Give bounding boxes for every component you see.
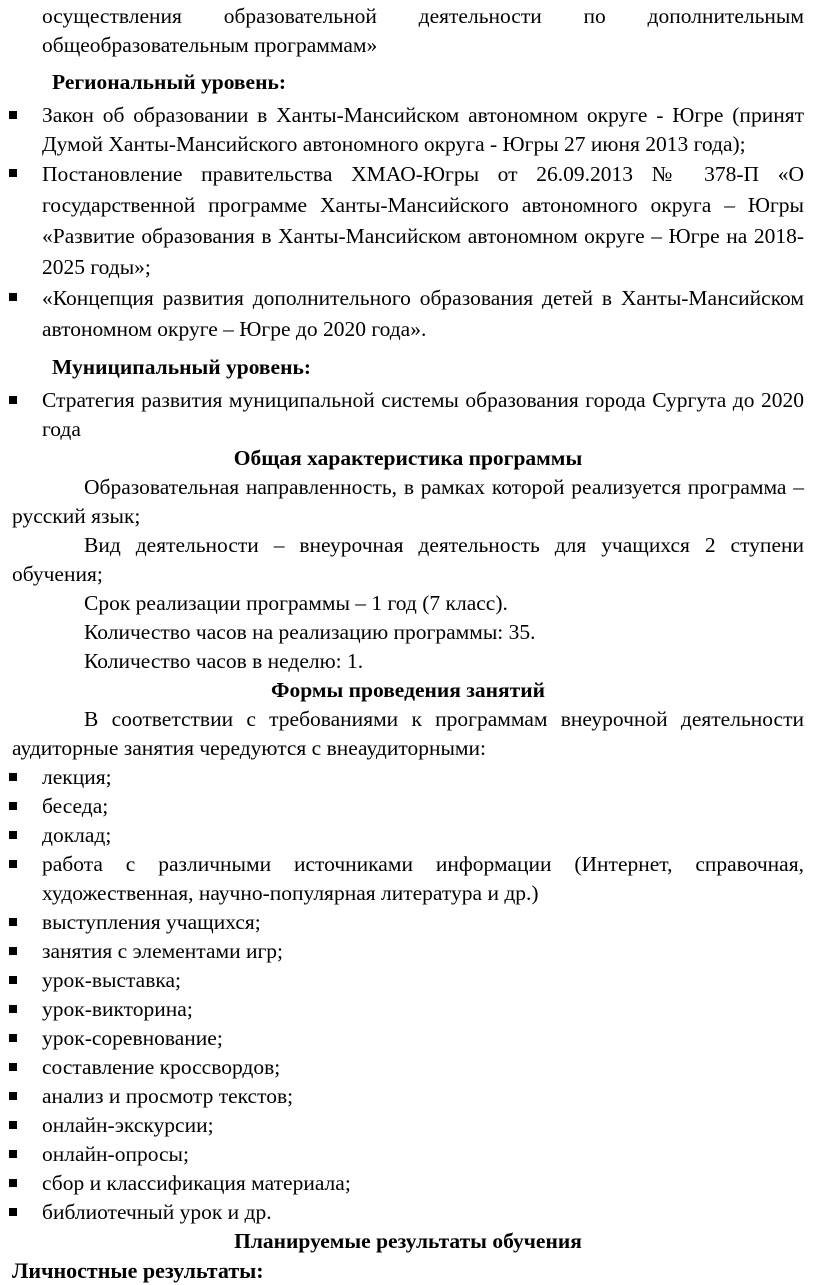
regional-level-heading: Региональный уровень:	[52, 70, 286, 94]
list-item: библиотечный урок и др.	[0, 1198, 816, 1227]
paragraph: В соответствии с требованиями к программам внеурочной деятельности аудиторные занятия чередуются с внеаудиторными:	[12, 707, 804, 760]
list-item: беседа;	[0, 792, 816, 821]
list-item: «Концепция развития дополнительного образования детей в Ханты-Мансийском автономном округе – Югре до 2020 года».	[0, 283, 816, 345]
intro-line-1: осуществления образовательной деятельности по дополнительным	[42, 4, 804, 28]
list-item: урок-викторина;	[0, 995, 816, 1024]
general-characteristics-heading: Общая характеристика программы	[233, 446, 583, 470]
list-item: анализ и просмотр текстов;	[0, 1082, 816, 1111]
personal-results-heading: Личностные результаты:	[12, 1258, 264, 1283]
list-item: сбор и классификация материала;	[0, 1169, 816, 1198]
list-item: онлайн-экскурсии;	[0, 1111, 816, 1140]
intro-continuation	[0, 2, 816, 60]
list-item: занятия с элементами игр;	[0, 937, 816, 966]
list-item: доклад;	[0, 821, 816, 850]
list-item: Стратегия развития муниципальной системы образования города Сургута до 2020 года	[0, 386, 816, 444]
municipal-level-heading: Муниципальный уровень:	[52, 355, 311, 379]
paragraph: Срок реализации программы – 1 год (7 класс).	[84, 591, 508, 615]
planned-results-heading: Планируемые результаты обучения	[234, 1229, 582, 1253]
list-item: Закон об образовании в Ханты-Мансийском автономном округе - Югре (принят Думой Ханты-Мансийского автономного округа - Югры 27 июня 2013 года);	[0, 101, 816, 159]
paragraph: Количество часов в неделю: 1.	[84, 649, 364, 673]
regional-list	[0, 101, 816, 345]
intro-line-2: общеобразовательным программам»	[42, 33, 378, 57]
list-item: выступления учащихся;	[0, 908, 816, 937]
list-item: работа с различными источниками информации (Интернет, справочная, художественная, научно-популярная литература и др.)	[0, 850, 816, 908]
list-item: составление кроссвордов;	[0, 1053, 816, 1082]
list-item: урок-соревнование;	[0, 1024, 816, 1053]
lesson-forms-heading: Формы проведения занятий	[270, 678, 546, 702]
municipal-list	[0, 386, 816, 444]
list-item: лекция;	[0, 763, 816, 792]
paragraph: Количество часов на реализацию программы: 35.	[84, 620, 536, 644]
list-item: онлайн-опросы;	[0, 1140, 816, 1169]
paragraph: Образовательная направленность, в рамках которой реализуется программа – русский язык;	[12, 475, 804, 528]
paragraph: Вид деятельности – внеурочная деятельность для учащихся 2 ступени обучения;	[12, 533, 804, 586]
list-item: урок-выставка;	[0, 966, 816, 995]
lesson-forms-list	[0, 763, 816, 1227]
list-item: Постановление правительства ХМАО-Югры от 26.09.2013 № 378-П «О государственной программе Ханты-Мансийского автономного округа – Югры «Развитие образования в Ханты-Мансийском автономном округе – Югре на 2018-2025 годы»;	[0, 159, 816, 283]
